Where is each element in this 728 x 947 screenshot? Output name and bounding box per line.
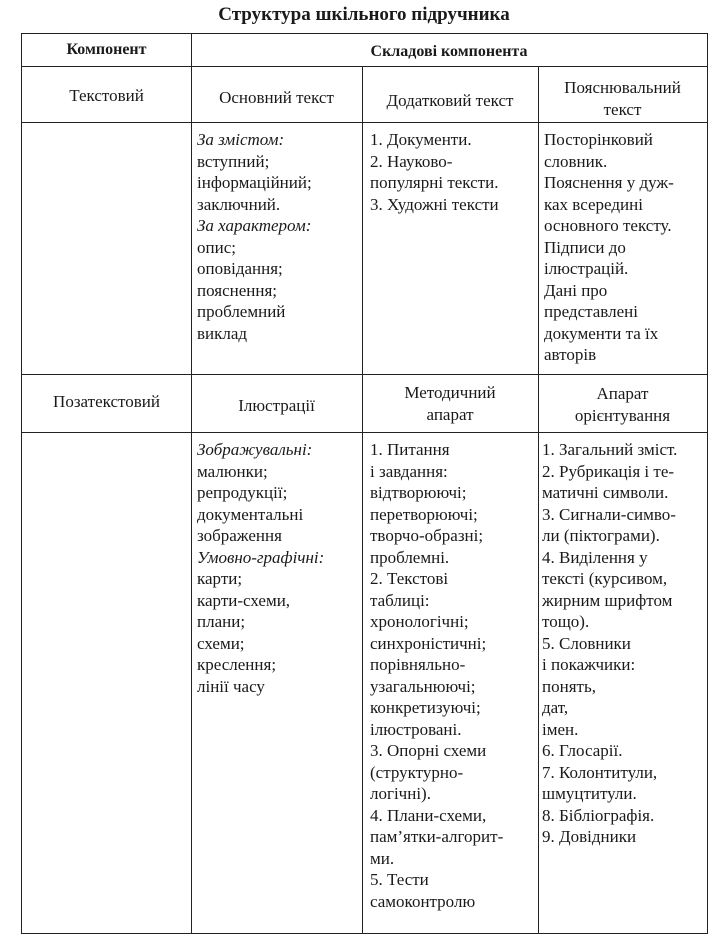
cell-line: 3. Художні тексти xyxy=(370,194,499,214)
methodical-apparatus-heading xyxy=(362,382,538,425)
cell-line: і покажчики: xyxy=(542,655,636,674)
cell-line: репродукції; xyxy=(197,483,288,502)
cell-line: 2. Текстові xyxy=(370,569,449,588)
row-divider xyxy=(22,374,707,375)
cell-line: 3. Опорні схеми xyxy=(370,741,487,760)
row-divider xyxy=(22,432,707,433)
row-divider xyxy=(22,66,707,67)
cell-line: 8. Бібліографія. xyxy=(542,805,655,825)
cell-line: представлені xyxy=(544,302,638,321)
cell-line: орієнтування xyxy=(574,405,671,425)
explanatory-text-heading xyxy=(538,77,707,120)
cell-line: зображення xyxy=(197,526,282,545)
cell-line: Апарат xyxy=(596,384,649,403)
additional-text-heading: Додатковий текст xyxy=(386,91,514,110)
cell-line: оповідання; xyxy=(197,259,283,278)
cell-line: дат, xyxy=(542,698,569,717)
cell-line: і завдання: xyxy=(370,461,448,481)
cell-line: творчо-образні; xyxy=(370,526,484,545)
cell-line: 4. Виділення у xyxy=(542,547,648,567)
orientation-apparatus-heading xyxy=(538,383,707,426)
cell-line: основного тексту. xyxy=(544,216,672,235)
cell-line: 1. Питання xyxy=(370,440,450,459)
cell-line: пам’ятки-алгорит- xyxy=(370,827,504,846)
cell-line: Підписи до xyxy=(544,237,626,257)
cell-line: карти-схеми, xyxy=(197,590,291,610)
extratextual-label: Позатекстовий xyxy=(53,392,160,411)
cell-line: Умовно-графічні: xyxy=(197,547,325,567)
cell-line: перетворюючі; xyxy=(370,504,478,524)
cell-line: пояснення; xyxy=(197,280,278,300)
cell-line: документи та їх xyxy=(544,323,659,343)
cell-line: Посторінковий xyxy=(544,130,653,149)
cell-line: тощо). xyxy=(542,612,590,631)
methodical-apparatus-list xyxy=(370,439,503,912)
cell-line: авторів xyxy=(544,345,597,364)
orientation-apparatus-list xyxy=(542,439,677,848)
cell-line: схеми; xyxy=(197,633,245,653)
column-divider xyxy=(191,34,192,933)
cell-line: карти; xyxy=(197,569,243,588)
structure-table xyxy=(21,33,708,934)
cell-line: самоконтролю xyxy=(370,891,476,911)
cell-line: Пояснення у дуж- xyxy=(544,173,674,192)
cell-line: порівняльно- xyxy=(370,655,466,674)
cell-line: ках всередині xyxy=(544,194,643,214)
cell-line: 7. Колонтитули, xyxy=(542,762,658,782)
cell-line: текст xyxy=(603,99,642,119)
cell-line: 5. Словники xyxy=(542,633,631,653)
illustrations-list xyxy=(197,439,324,697)
cell-line: Пояснювальний xyxy=(564,78,681,97)
cell-line: За характером: xyxy=(197,216,312,235)
cell-line: 4. Плани-схеми, xyxy=(370,805,487,825)
cell-line: виклад xyxy=(197,323,248,343)
cell-line: плани; xyxy=(197,612,246,631)
cell-line: За змістом: xyxy=(197,130,285,149)
cell-line: ли (піктограми). xyxy=(542,526,660,545)
cell-line: 2. Науково- xyxy=(370,151,453,171)
cell-line: проблемні. xyxy=(370,547,450,567)
textual-label: Текстовий xyxy=(69,86,144,105)
cell-line: ілюстрацій. xyxy=(544,259,629,278)
cell-line: синхроністичні; xyxy=(370,633,487,653)
cell-line: вступний; xyxy=(197,151,270,171)
cell-line: Методичний xyxy=(404,383,496,402)
cell-line: Дані про xyxy=(544,280,608,300)
cell-line: шмуцтитули. xyxy=(542,784,637,803)
main-text-heading: Основний текст xyxy=(219,88,334,107)
illustrations-heading: Ілюстрації xyxy=(238,396,315,415)
cell-line: конкретизуючі; xyxy=(370,698,481,717)
cell-line: ми. xyxy=(370,848,395,868)
cell-line: логічні). xyxy=(370,784,431,803)
cell-line: 1. Документи. xyxy=(370,130,472,149)
cell-line: малюнки; xyxy=(197,461,268,481)
cell-line: заключний. xyxy=(197,194,281,214)
cell-line: документальні xyxy=(197,504,304,524)
additional-text-list xyxy=(370,129,499,215)
cell-line: матичні символи. xyxy=(542,483,669,502)
cell-line: апарат xyxy=(426,404,474,424)
cell-line: (структурно- xyxy=(370,762,464,782)
row-divider xyxy=(22,122,707,123)
column-divider xyxy=(362,66,363,933)
cell-line: Зображувальні: xyxy=(197,440,313,459)
cell-line: опис; xyxy=(197,237,236,257)
cell-line: понять, xyxy=(542,676,596,696)
cell-line: ілюстровані. xyxy=(370,719,462,739)
cell-line: імен. xyxy=(542,719,579,739)
cell-line: жирним шрифтом xyxy=(542,590,673,610)
cell-line: хронологічні; xyxy=(370,612,469,631)
cell-line: 6. Глосарії. xyxy=(542,741,623,760)
cell-line: узагальнюючі; xyxy=(370,676,476,696)
page-title: Структура шкільного підручника xyxy=(218,4,510,25)
cell-line: 2. Рубрикація і те- xyxy=(542,461,675,481)
cell-line: 1. Загальний зміст. xyxy=(542,440,678,459)
cell-line: 9. Довідники xyxy=(542,827,637,846)
explanatory-text-list xyxy=(544,129,674,366)
main-text-list xyxy=(197,129,312,344)
cell-line: тексті (курсивом, xyxy=(542,569,668,588)
header-component: Компонент xyxy=(66,41,147,58)
cell-line: креслення; xyxy=(197,655,277,674)
cell-line: 5. Тести xyxy=(370,870,429,889)
cell-line: таблиці: xyxy=(370,590,430,610)
column-divider xyxy=(538,66,539,933)
cell-line: популярні тексти. xyxy=(370,173,499,192)
cell-line: проблемний xyxy=(197,302,286,321)
cell-line: інформаційний; xyxy=(197,173,312,192)
cell-line: 3. Сигнали-симво- xyxy=(542,504,676,524)
cell-line: лінії часу xyxy=(197,676,265,696)
header-parts: Складові компонента xyxy=(370,43,528,60)
cell-line: відтворюючі; xyxy=(370,483,467,502)
cell-line: словник. xyxy=(544,151,608,171)
